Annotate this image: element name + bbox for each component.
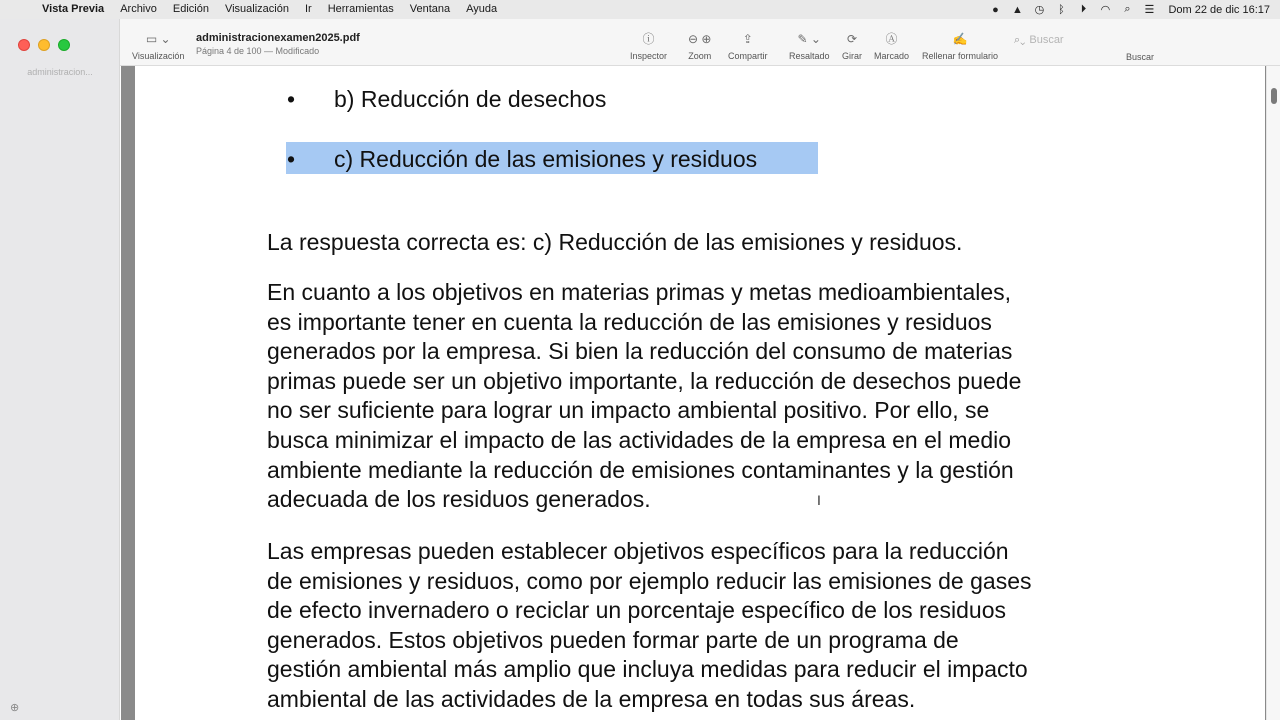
view-label: Visualización: [132, 51, 185, 61]
document-title[interactable]: administracionexamen2025.pdf: [196, 32, 360, 44]
form-fill-icon: ✍: [952, 32, 968, 46]
inspector-label: Inspector: [630, 51, 668, 61]
paragraph-line: Las empresas pueden establecer objetivos específicos para la reducción: [267, 538, 1009, 564]
menu-app-name[interactable]: Vista Previa: [42, 3, 105, 15]
share-label: Compartir: [728, 51, 768, 61]
search-placeholder: Buscar: [1029, 34, 1064, 46]
share-button[interactable]: [728, 31, 768, 61]
search-icon: ⌕⌄: [1014, 33, 1026, 46]
control-center-icon[interactable]: ☰: [1144, 4, 1155, 16]
rotate-icon: ⟳: [846, 32, 858, 46]
option-b-text: b) Reducción de desechos: [334, 86, 607, 112]
paragraph-line: de emisiones y residuos, como por ejemplo reducir las emisiones de gases: [267, 567, 1032, 594]
zoom-in-out-icon: ⊖ ⊕: [688, 32, 712, 46]
menu-edicion[interactable]: Edición: [172, 3, 209, 15]
record-icon[interactable]: ●: [992, 3, 999, 16]
zoom-label: Zoom: [688, 51, 712, 61]
toolbar: [120, 19, 1280, 66]
add-page-icon[interactable]: ⊕: [10, 702, 20, 714]
bullet: •: [287, 146, 296, 172]
sidebar: [0, 19, 120, 720]
menu-herramientas[interactable]: Herramientas: [327, 3, 394, 15]
paragraph-line: adecuada de los residuos generados.: [267, 486, 651, 513]
document-subtitle: Página 4 de 100 — Modificado: [196, 46, 320, 56]
highlight-label: Resaltado: [789, 51, 830, 61]
search-field[interactable]: [1014, 31, 1274, 49]
paragraph-line: generados por la empresa. Si bien la reducción del consumo de materias: [267, 338, 1013, 365]
vertical-scrollbar[interactable]: [1266, 66, 1280, 720]
paragraph-line: es importante tener en cuenta la reducción de las emisiones y residuos: [267, 308, 992, 335]
rotate-label: Girar: [842, 51, 862, 61]
menu-ir[interactable]: Ir: [304, 3, 312, 15]
menu-ayuda[interactable]: Ayuda: [466, 3, 498, 15]
markup-pen-icon: Ⓐ: [885, 32, 898, 46]
highlight-button[interactable]: [789, 31, 830, 61]
share-icon: ⇪: [742, 32, 753, 46]
highlighter-pen-icon: ✎ ⌄: [797, 32, 821, 46]
rotate-button[interactable]: [842, 31, 862, 61]
minimize-window-button[interactable]: [38, 39, 50, 51]
paragraph-line: busca minimizar el impacto de las actividades de la empresa en el medio: [267, 426, 1012, 453]
sidebar-thumbnail-label[interactable]: administracion...: [27, 67, 93, 77]
paragraph-line: primas puede ser un objetivo importante, la reducción de desechos puede: [267, 367, 1022, 394]
paragraph-line: ambiente mediante la reducción de emisiones contaminantes y la gestión: [267, 456, 1014, 483]
menu-archivo[interactable]: Archivo: [120, 3, 157, 15]
zoom-buttons[interactable]: [688, 31, 711, 61]
bullet: •: [287, 86, 296, 112]
menu-bar: [0, 0, 1280, 19]
search-label: Buscar: [1126, 52, 1155, 62]
paragraph-line: ambiental de las actividades de la empresa en todas sus áreas.: [267, 685, 916, 712]
option-c-text: c) Reducción de las emisiones y residuos: [334, 146, 758, 172]
paragraph-line: En cuanto a los objetivos en materias primas y metas medioambientales,: [267, 279, 1012, 305]
view-menu-button[interactable]: [132, 31, 184, 61]
markup-label: Marcado: [874, 51, 910, 61]
info-icon: ⓘ: [642, 32, 655, 46]
close-window-button[interactable]: [18, 39, 30, 51]
spotlight-search-icon[interactable]: ⌕: [1124, 3, 1131, 15]
play-icon[interactable]: ⏵: [1080, 3, 1087, 15]
text-cursor-icon: I: [817, 492, 821, 508]
answer-line: La respuesta correcta es: c) Reducción de las emisiones y residuos.: [267, 229, 963, 255]
markup-button[interactable]: [874, 31, 909, 61]
sidebar-toggle-icon: ▭ ⌄: [145, 32, 171, 46]
paragraph-line: generados. Estos objetivos pueden formar parte de un programa de: [267, 626, 959, 653]
preview-window: [0, 19, 1280, 720]
paragraph-1: [267, 278, 1147, 515]
document-view[interactable]: [121, 66, 1266, 720]
menu-visualizacion[interactable]: Visualización: [224, 3, 289, 15]
menu-ventana[interactable]: Ventana: [409, 3, 451, 15]
paragraph-line: de efecto invernadero o reciclar un porcentaje específico de los residuos: [267, 597, 1006, 624]
font-icon[interactable]: ▲: [1012, 3, 1023, 16]
window-controls: [18, 39, 70, 51]
pdf-page[interactable]: [135, 66, 1265, 720]
fill-form-label: Rellenar formulario: [922, 51, 999, 61]
inspector-button[interactable]: [630, 31, 667, 61]
time-machine-icon[interactable]: ◷: [1034, 4, 1045, 16]
bluetooth-icon[interactable]: ᛒ: [1058, 3, 1065, 16]
paragraph-line: gestión ambiental más amplio que incluya medidas para reducir el impacto: [267, 656, 1028, 683]
paragraph-2: [267, 537, 1147, 715]
paragraph-line: no ser suficiente para lograr un impacto ambiental positivo. Por ello, se: [267, 397, 990, 424]
scrollbar-thumb[interactable]: [1271, 88, 1277, 104]
menu-clock[interactable]: Dom 22 de dic 16:17: [1168, 3, 1270, 16]
wifi-icon[interactable]: ◠: [1100, 4, 1111, 16]
fullscreen-window-button[interactable]: [58, 39, 70, 51]
fill-form-button[interactable]: [922, 31, 998, 61]
